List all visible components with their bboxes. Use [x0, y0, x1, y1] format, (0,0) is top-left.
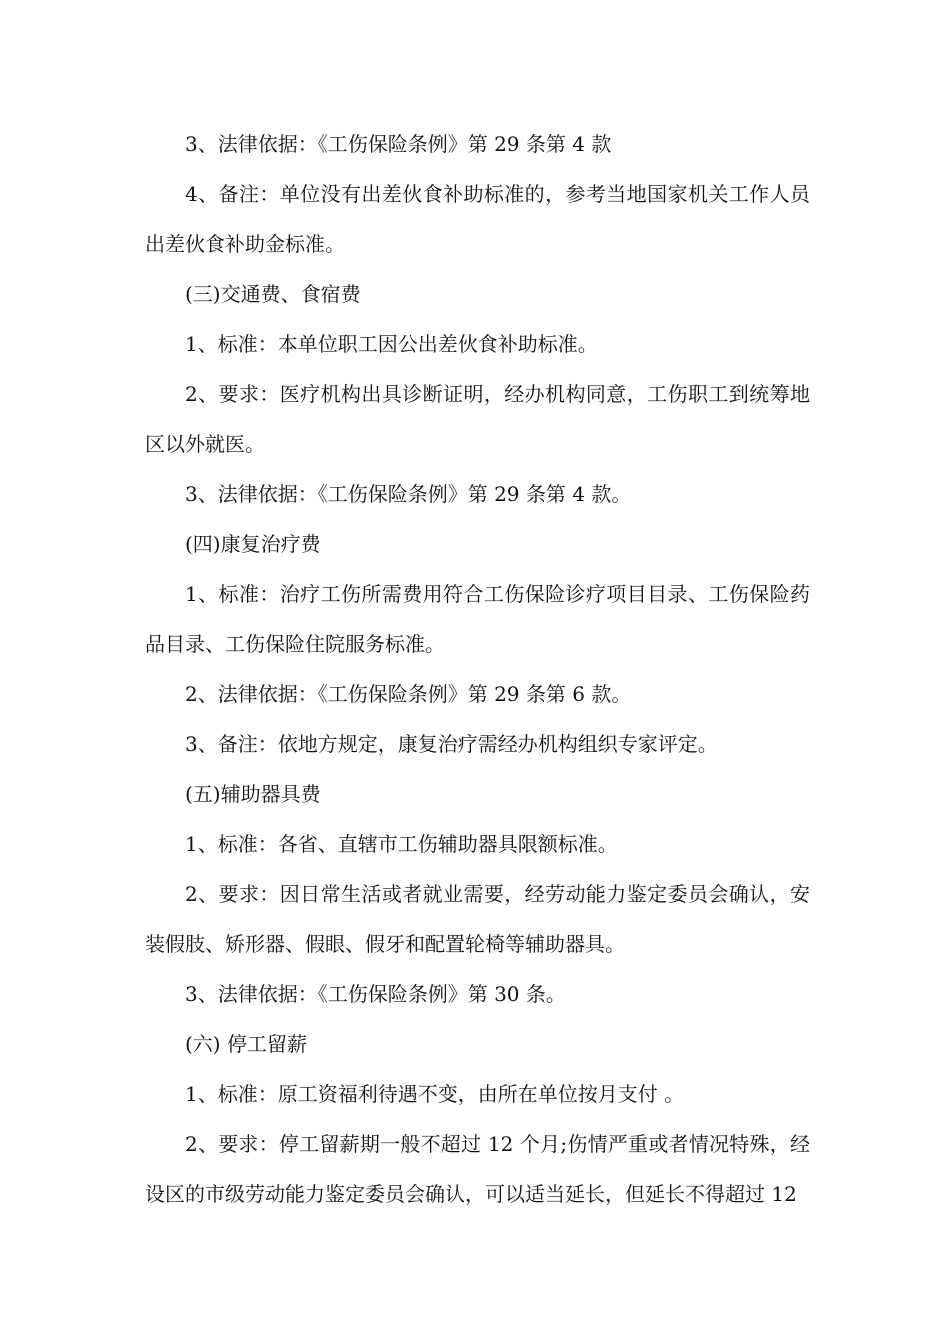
section-heading-rehabilitation: (四)康复治疗费 — [185, 532, 321, 556]
paragraph-legal-basis-transport: 3、法律依据：《工伤保险条例》第 29 条第 4 款。 — [185, 482, 632, 506]
paragraph-legal-basis-assistive: 3、法律依据：《工伤保险条例》第 30 条。 — [185, 982, 566, 1006]
paragraph-remark-meal-allowance: 4、备注：单位没有出差伙食补助标准的，参考当地国家机关工作人员出差伙食补助金标准。 — [145, 182, 810, 256]
section-heading-transport-lodging: (三)交通费、食宿费 — [185, 282, 361, 306]
paragraph-requirement-work-suspension: 2、要求：停工留薪期一般不超过 12 个月;伤情严重或者情况特殊，经设区的市级劳动能力鉴定委员会确认，可以适当延长，但延长不得超过 12 — [145, 1132, 810, 1206]
document-body — [145, 119, 810, 1219]
section-heading-work-suspension: (六) 停工留薪 — [185, 1032, 307, 1056]
paragraph-requirement-transport: 2、要求：医疗机构出具诊断证明，经办机构同意，工伤职工到统筹地区以外就医。 — [145, 382, 810, 456]
paragraph-legal-basis-1: 3、法律依据：《工伤保险条例》第 29 条第 4 款 — [185, 132, 612, 156]
paragraph-remark-rehabilitation: 3、备注：依地方规定，康复治疗需经办机构组织专家评定。 — [185, 732, 718, 756]
paragraph-standard-work-suspension: 1、标准：原工资福利待遇不变，由所在单位按月支付 。 — [185, 1082, 685, 1106]
paragraph-requirement-assistive: 2、要求：因日常生活或者就业需要，经劳动能力鉴定委员会确认，安装假肢、矫形器、假眼、假牙和配置轮椅等辅助器具。 — [145, 882, 810, 956]
section-heading-assistive-devices: (五)辅助器具费 — [185, 782, 321, 806]
paragraph-standard-assistive: 1、标准：各省、直辖市工伤辅助器具限额标准。 — [185, 832, 618, 856]
paragraph-legal-basis-rehabilitation: 2、法律依据：《工伤保险条例》第 29 条第 6 款。 — [185, 682, 632, 706]
paragraph-standard-rehabilitation: 1、标准：治疗工伤所需费用符合工伤保险诊疗项目目录、工伤保险药品目录、工伤保险住院服务标准。 — [145, 582, 810, 656]
paragraph-standard-transport: 1、标准：本单位职工因公出差伙食补助标准。 — [185, 332, 598, 356]
